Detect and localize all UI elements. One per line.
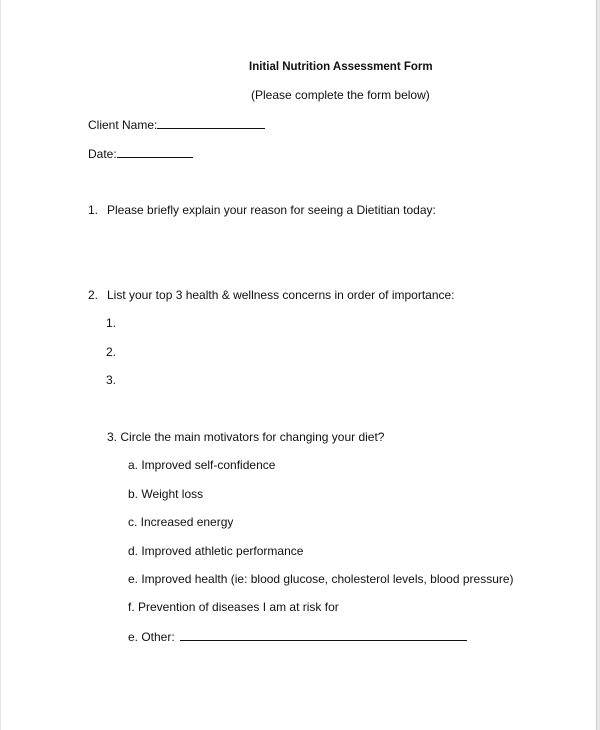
motivator-option-other[interactable] [128, 629, 467, 644]
question-3-text: Circle the main motivators for changing your diet? [120, 430, 385, 444]
date-blank[interactable] [117, 146, 193, 158]
question-2-text: List your top 3 health & wellness concerns in order of importance: [107, 288, 455, 302]
concern-item-2: 2. [106, 345, 117, 359]
question-1-text: Please briefly explain your reason for seeing a Dietitian today: [107, 203, 436, 217]
question-2-number: 2. [88, 288, 99, 302]
motivator-option-a[interactable]: a. Improved self-confidence [128, 458, 276, 472]
form-subtitle: (Please complete the form below) [251, 88, 430, 102]
client-name-label: Client Name: [88, 118, 158, 132]
motivator-option-e[interactable]: e. Improved health (ie: blood glucose, cholesterol levels, blood pressure) [128, 572, 514, 586]
client-name-blank[interactable] [157, 117, 265, 129]
question-3-row [107, 430, 384, 444]
concern-item-1: 1. [106, 316, 117, 330]
motivator-option-c[interactable]: c. Increased energy [128, 515, 234, 529]
date-label: Date: [88, 147, 117, 161]
form-title: Initial Nutrition Assessment Form [249, 61, 433, 73]
concern-item-3: 3. [106, 373, 117, 387]
document-page [1, 0, 597, 730]
other-label: e. Other: [128, 630, 175, 644]
motivator-option-d[interactable]: d. Improved athletic performance [128, 544, 304, 558]
client-name-row [88, 117, 265, 132]
motivator-option-f[interactable]: f. Prevention of diseases I am at risk for [128, 600, 339, 614]
other-blank[interactable] [180, 629, 467, 641]
date-row [88, 146, 193, 161]
question-3-number: 3. [107, 430, 118, 444]
question-1-number: 1. [88, 203, 99, 217]
motivator-option-b[interactable]: b. Weight loss [128, 487, 204, 501]
